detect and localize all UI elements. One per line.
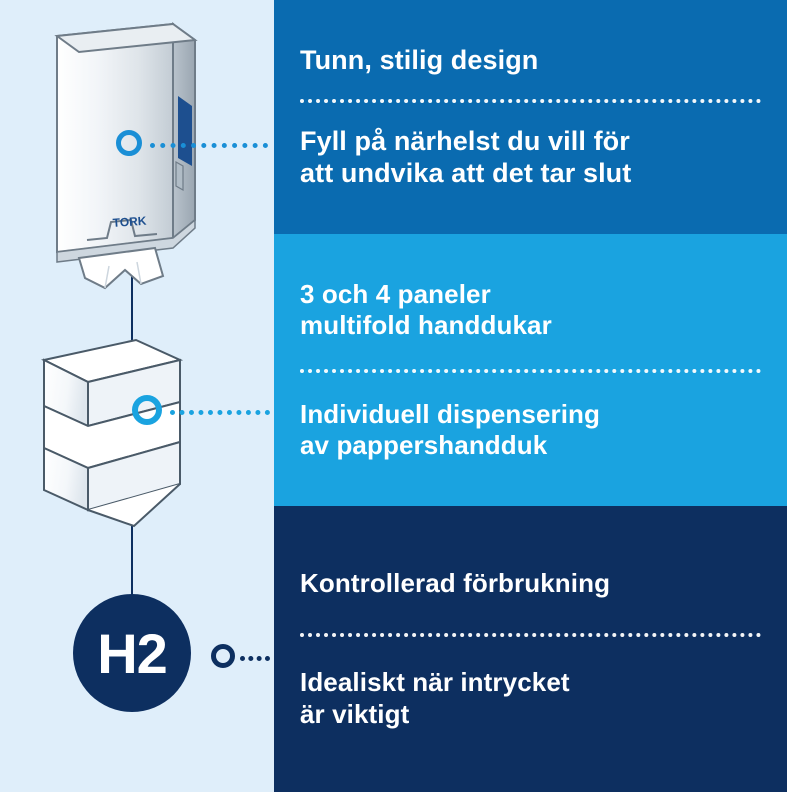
panel-refill-line-2b: av pappershandduk bbox=[300, 430, 548, 461]
panel-consumption-divider bbox=[300, 633, 761, 637]
panel-refill-divider bbox=[300, 369, 761, 373]
panel-refill-line-2a: Individuell dispensering bbox=[300, 399, 601, 429]
panel-consumption-block-2 bbox=[300, 667, 761, 729]
callout-dotted-line-design bbox=[150, 143, 268, 148]
panel-design-block-2 bbox=[300, 125, 761, 190]
panel-consumption-line-2a: Idealiskt när intrycket bbox=[300, 667, 570, 698]
product-code-text: H2 bbox=[97, 621, 167, 685]
panel-refill bbox=[274, 234, 787, 506]
panel-design-line-2b: att undvika att det tar slut bbox=[300, 158, 632, 189]
svg-text:TORK: TORK bbox=[112, 213, 147, 230]
panel-design-line-2a: Fyll på närhelst du vill för bbox=[300, 125, 630, 156]
callout-ring-icon-refill bbox=[132, 395, 162, 425]
panel-consumption-line-1: Kontrollerad förbrukning bbox=[300, 568, 611, 599]
dispenser-illustration bbox=[45, 22, 220, 297]
panel-design-block-1 bbox=[300, 44, 761, 76]
callout-ring-icon-design bbox=[116, 130, 142, 156]
callout-dotted-line-consumption bbox=[240, 656, 270, 661]
panel-consumption-line-2b: är viktigt bbox=[300, 698, 410, 729]
panel-refill-line-1a: 3 och 4 paneler bbox=[300, 278, 491, 309]
panel-design bbox=[274, 0, 787, 234]
panel-consumption bbox=[274, 506, 787, 792]
panel-refill-line-1b: multifold handdukar bbox=[300, 309, 552, 340]
product-code-badge bbox=[73, 594, 191, 712]
panel-consumption-block-1 bbox=[300, 568, 761, 599]
panel-design-divider bbox=[300, 99, 761, 103]
panel-design-line-1: Tunn, stilig design bbox=[300, 45, 539, 76]
illustration-column bbox=[0, 0, 274, 792]
paper-towel-illustration bbox=[30, 330, 210, 535]
callout-ring-icon-consumption bbox=[211, 644, 235, 668]
panel-refill-block-2 bbox=[300, 399, 761, 461]
callout-dotted-line-refill bbox=[170, 410, 270, 415]
panel-refill-block-1 bbox=[300, 279, 761, 341]
